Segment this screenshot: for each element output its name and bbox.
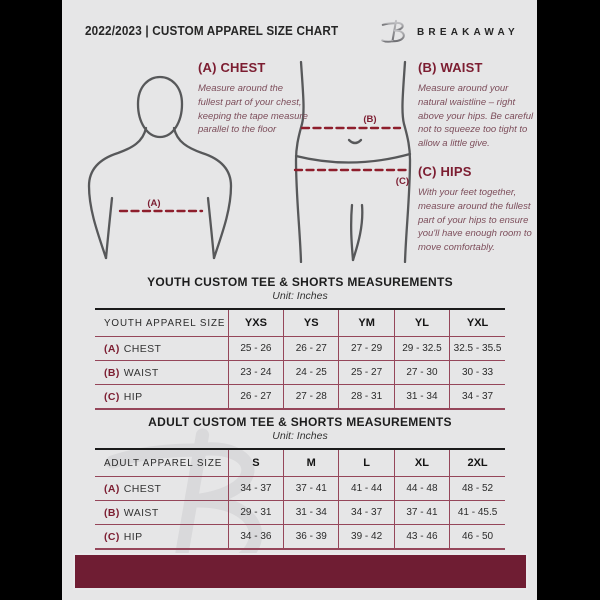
- size-header: YXL: [450, 309, 505, 337]
- adult-size-section: [95, 415, 505, 550]
- hips-guide-text: With your feet together, measure around the fullest part of your hips to ensure you'll have enough room to move comfortably.: [418, 187, 532, 254]
- measurement-cell: 26 - 27: [284, 337, 339, 361]
- size-header: YXS: [228, 309, 283, 337]
- measurement-cell: 24 - 25: [284, 361, 339, 385]
- measurement-cell: 27 - 29: [339, 337, 394, 361]
- measurement-cell: 34 - 37: [228, 477, 283, 501]
- footer-accent-bar: [73, 553, 528, 590]
- chest-guide-text: Measure around the fullest part of your chest, keeping the tape measure parallel to the floor: [198, 83, 308, 136]
- hips-guide-heading: (C) HIPS: [418, 164, 472, 179]
- row-label: (C) HIP: [95, 385, 228, 410]
- measurement-cell: 27 - 30: [394, 361, 449, 385]
- youth-hip-row: [95, 385, 505, 410]
- size-header: YL: [394, 309, 449, 337]
- youth-size-table: [95, 308, 505, 410]
- measurement-cell: 27 - 28: [284, 385, 339, 410]
- size-header: 2XL: [450, 449, 505, 477]
- measurement-cell: 43 - 46: [394, 525, 449, 550]
- youth-chest-row: [95, 337, 505, 361]
- navel-mark: [349, 140, 361, 143]
- measurement-cell: 41 - 45.5: [450, 501, 505, 525]
- right-shoulder-arm: [174, 128, 231, 258]
- adult-header-row: [95, 449, 505, 477]
- waist-guide-heading: (B) WAIST: [418, 60, 483, 75]
- size-header: YS: [284, 309, 339, 337]
- size-header: YM: [339, 309, 394, 337]
- measurement-cell: 39 - 42: [339, 525, 394, 550]
- size-header: S: [228, 449, 283, 477]
- hip-curve: [296, 154, 410, 163]
- measurement-cell: 34 - 37: [450, 385, 505, 410]
- measurement-cell: 34 - 36: [228, 525, 283, 550]
- waist-guide-text: Measure around your natural waistline – right above your hips. Be careful not to squeeze too tight to allow a little give.: [418, 83, 534, 150]
- measurement-cell: 30 - 33: [450, 361, 505, 385]
- measurement-cell: 29 - 32.5: [394, 337, 449, 361]
- youth-header-row: [95, 309, 505, 337]
- adult-waist-row: [95, 501, 505, 525]
- measurement-cell: 31 - 34: [394, 385, 449, 410]
- measurement-cell: 25 - 27: [339, 361, 394, 385]
- breakaway-logo-icon: [381, 17, 411, 45]
- size-chart-page: [62, 0, 537, 600]
- row-label: (B) WAIST: [95, 361, 228, 385]
- right-side-outline: [402, 62, 410, 262]
- chest-guide: [198, 60, 310, 137]
- chest-guide-heading: (A) CHEST: [198, 60, 266, 75]
- left-shoulder-arm: [89, 128, 146, 258]
- lower-body-diagram: [292, 58, 414, 263]
- hip-line-label: (C): [395, 176, 409, 187]
- measurement-cell: 37 - 41: [394, 501, 449, 525]
- head-outline: [138, 77, 182, 137]
- adult-size-col-header: ADULT APPAREL SIZE: [95, 449, 228, 477]
- measurement-cell: 41 - 44: [339, 477, 394, 501]
- adult-table-title: ADULT CUSTOM TEE & SHORTS MEASUREMENTS: [148, 415, 452, 429]
- measurement-cell: 31 - 34: [284, 501, 339, 525]
- adult-size-table: [95, 448, 505, 550]
- right-inner-leg: [353, 205, 362, 260]
- youth-size-section: [95, 275, 505, 410]
- adult-table-unit: Unit: Inches: [272, 430, 328, 442]
- adult-chest-row: [95, 477, 505, 501]
- measurement-cell: 48 - 52: [450, 477, 505, 501]
- row-label: (B) WAIST: [95, 501, 228, 525]
- row-label: (A) CHEST: [95, 477, 228, 501]
- page-title: 2022/2023 | CUSTOM APPAREL SIZE CHART: [85, 23, 339, 38]
- measurement-cell: 28 - 31: [339, 385, 394, 410]
- measurement-cell: 23 - 24: [228, 361, 283, 385]
- chest-line-label: (A): [147, 198, 161, 209]
- youth-table-unit: Unit: Inches: [272, 290, 328, 302]
- measurement-cell: 32.5 - 35.5: [450, 337, 505, 361]
- measurement-cell: 29 - 31: [228, 501, 283, 525]
- brand-name: BREAKAWAY: [417, 27, 519, 38]
- waist-line-label: (B): [363, 114, 377, 125]
- waist-guide: [418, 60, 534, 151]
- left-armpit-line: [106, 198, 112, 258]
- hips-guide: [418, 164, 537, 255]
- size-header: L: [339, 449, 394, 477]
- measurement-cell: 36 - 39: [284, 525, 339, 550]
- size-header: M: [284, 449, 339, 477]
- measurement-cell: 44 - 48: [394, 477, 449, 501]
- row-label: (C) HIP: [95, 525, 228, 550]
- left-inner-leg: [351, 205, 353, 260]
- measurement-cell: 34 - 37: [339, 501, 394, 525]
- right-armpit-line: [208, 198, 214, 258]
- measurement-cell: 37 - 41: [284, 477, 339, 501]
- row-label: (A) CHEST: [95, 337, 228, 361]
- measurement-cell: 26 - 27: [228, 385, 283, 410]
- measurement-cell: 25 - 26: [228, 337, 283, 361]
- youth-waist-row: [95, 361, 505, 385]
- youth-table-title: YOUTH CUSTOM TEE & SHORTS MEASUREMENTS: [147, 275, 453, 289]
- adult-hip-row: [95, 525, 505, 550]
- measurement-cell: 46 - 50: [450, 525, 505, 550]
- size-header: XL: [394, 449, 449, 477]
- youth-size-col-header: YOUTH APPAREL SIZE: [95, 309, 228, 337]
